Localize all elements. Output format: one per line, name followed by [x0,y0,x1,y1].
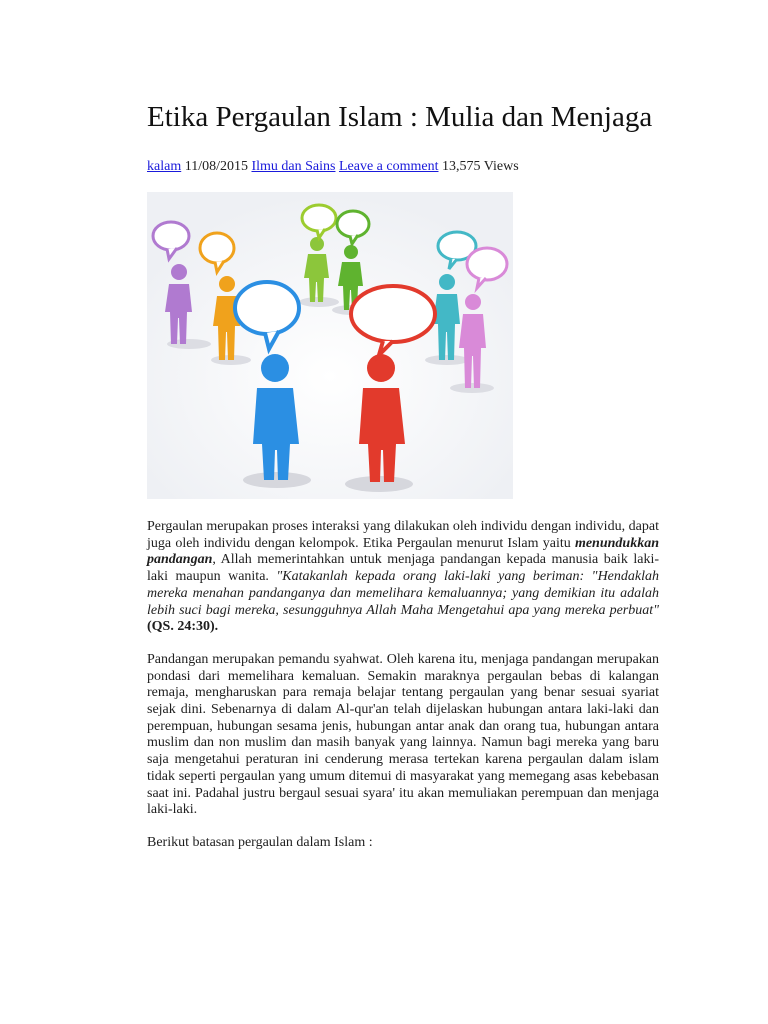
paragraph-1-text-b: , Allah memerintahkan untuk menjaga pandangan kepada manusia baik laki-laki maupun wanita. [147,552,659,585]
view-count: 13,575 Views [442,159,519,174]
paragraph-1-emphasis: menundukkan pandangan [147,535,659,568]
quran-reference: (QS. 24:30). [147,619,219,635]
article [147,100,659,852]
post-meta [147,158,659,176]
paragraph-2: Pandangan merupakan pemandu syahwat. Oleh karena itu, menjaga pandangan merupakan pondasi dari memelihara kemaluan. Semakin maraknya pergaulan bebas di kalangan remaja, mengharuskan para remaja belajar tentang pergaulan yang benar sesuai syariat sejak dini. Sebenarnya di dalam Al-qur'an telah dijelaskan hubungan antara laki-laki dan perempuan, hubungan sesama jenis, hubungan antar anak dan orang tua, hubungan antara muslim dan non muslim dan masih banyak yang lainnya. Namun bagi mereka yang baru saja mengetahui peraturan ini cenderung merasa tertekan karena pergaulan dalam islam tidak seperti pergaulan yang umum ditemui di masyarakat yang memegang asas kebebasan saat ini. Padahal justru bergaul sesuai syara' itu akan memuliakan perempuan dan menjaga laki-laki. [147,651,659,818]
category-link[interactable]: Ilmu dan Sains [251,159,336,174]
paragraph-3: Berikut batasan pergaulan dalam Islam : [147,834,373,850]
quran-quote: "Katakanlah kepada orang laki-laki yang beriman: "Hendaklah mereka menahan pandanganya dan memelihara kemaluannya; yang demikian itu adalah lebih suci bagi mereka, sesungguhnya Allah Maha Mengetahui apa yang mereka perbuat" [147,569,659,618]
article-title: Etika Pergaulan Islam : Mulia dan Menjaga [147,101,653,133]
article-image [147,192,513,499]
author-link[interactable]: kalam [147,159,182,174]
paragraph-1-text-a: Pergaulan merupakan proses interaksi yang dilakukan oleh individu dengan individu, dapat juga oleh individu dengan kelompok. Etika Pergaulan menurut Islam yaitu [147,519,659,551]
leave-comment-link[interactable]: Leave a comment [338,159,439,174]
post-date: 11/08/2015 [184,159,248,174]
paragraph-1 [147,519,659,636]
